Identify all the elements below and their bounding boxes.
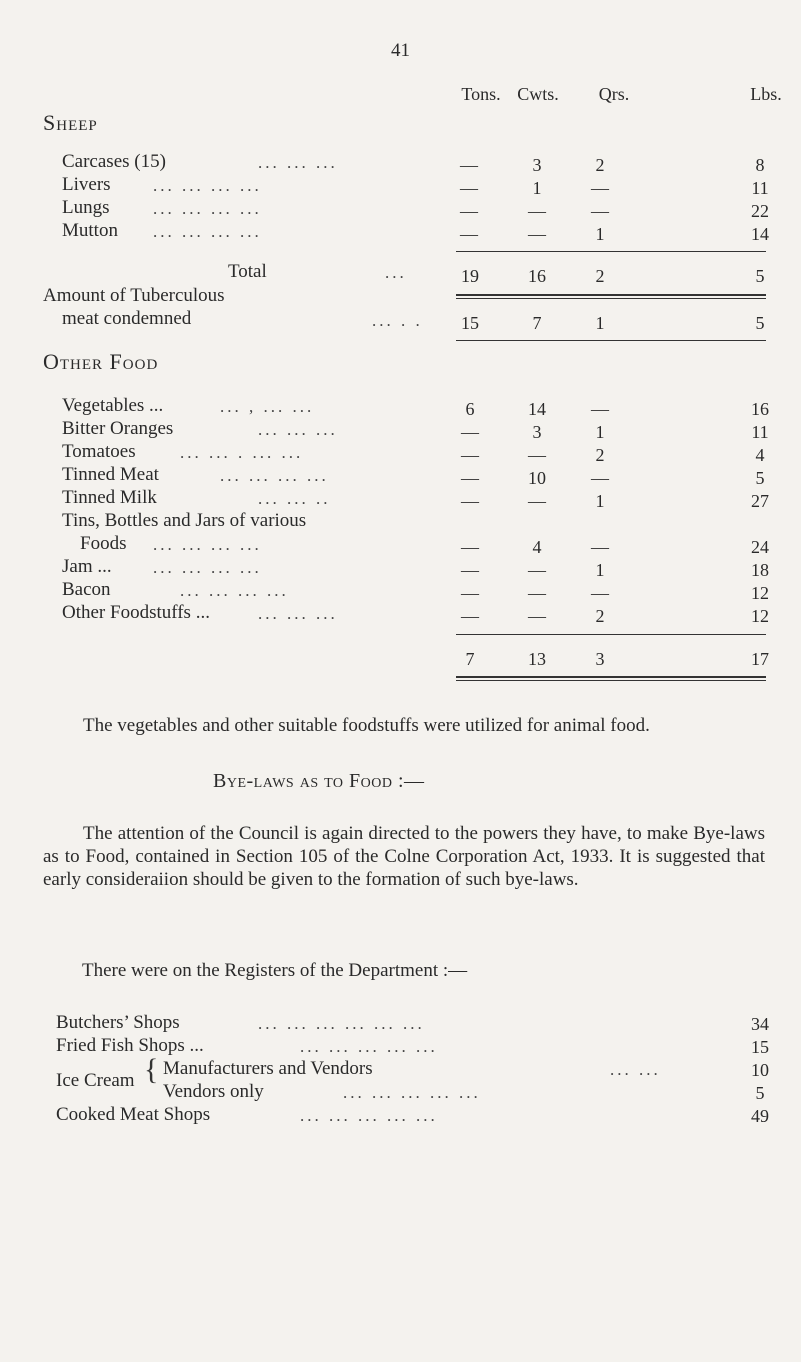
- cell-qrs: —: [591, 399, 609, 419]
- register-count-vendors: 5: [755, 1083, 765, 1103]
- register-count-butchers: 34: [751, 1014, 769, 1034]
- other-food-total-tons: 7: [465, 649, 475, 669]
- cell-lbs: 11: [751, 422, 769, 442]
- register-label-butchers: Butchers’ Shops: [56, 1012, 180, 1033]
- page-number: 41: [391, 40, 410, 61]
- row-label: Bitter Oranges: [62, 418, 174, 439]
- cell-lbs: 11: [751, 178, 769, 198]
- cell-lbs: 8: [755, 155, 765, 175]
- cell-qrs: —: [591, 583, 609, 603]
- total-label: Total: [228, 261, 267, 282]
- cell-tons: —: [460, 155, 478, 175]
- register-label-vendors: Vendors only: [163, 1081, 264, 1102]
- row-label: Tomatoes: [62, 441, 136, 462]
- leader-dots: ...: [385, 263, 407, 282]
- row-label: Lungs: [62, 197, 110, 218]
- cell-cwts: 1: [532, 178, 542, 198]
- cell-tons: —: [460, 224, 478, 244]
- leader-dots: ... ...: [610, 1060, 661, 1079]
- leader-dots: ... . .: [372, 311, 423, 330]
- cell-lbs: 16: [751, 399, 769, 419]
- total-tons: 19: [461, 266, 479, 286]
- row-label: Tins, Bottles and Jars of various: [62, 510, 307, 531]
- cell-tons: —: [460, 178, 478, 198]
- cell-tons: —: [461, 491, 479, 511]
- register-label-cooked-meat: Cooked Meat Shops: [56, 1104, 211, 1125]
- cell-lbs: 12: [751, 606, 769, 626]
- row-label: Tinned Milk: [62, 487, 157, 508]
- leader-dots: ... ... ... ...: [153, 535, 262, 554]
- column-header-lbs: Lbs.: [750, 84, 782, 104]
- cell-qrs: —: [591, 537, 609, 557]
- leader-dots: ... ... ...: [258, 153, 338, 172]
- byelaws-paragraph: The attention of the Council is again directed to the powers they have, to make Bye-laws as to Food, contained in Section 105 of the Colne Corporation Act, 1933. It is suggested that early consideraiion should be given to the formation of such bye-laws.: [43, 823, 765, 890]
- section-heading-other-food: Other Food: [43, 349, 159, 374]
- cell-qrs: —: [591, 201, 609, 221]
- cell-lbs: 27: [751, 491, 769, 511]
- subtotal-rule: [456, 340, 766, 341]
- double-rule: [456, 294, 766, 296]
- register-label-manufacturers: Manufacturers and Vendors: [163, 1058, 373, 1079]
- row-label: Jam ...: [62, 556, 112, 577]
- leader-dots: ... ... ... ... ... ...: [258, 1014, 425, 1033]
- leader-dots: ... ... ... ...: [153, 199, 262, 218]
- tuberculous-cwts: 7: [532, 313, 542, 333]
- cell-lbs: 24: [751, 537, 769, 557]
- leader-dots: ... ... ... ...: [153, 176, 262, 195]
- cell-tons: —: [461, 537, 479, 557]
- leader-dots: ... , ... ...: [220, 397, 315, 416]
- cell-cwts: 3: [532, 155, 542, 175]
- leader-dots: ... ... ... ... ...: [300, 1037, 438, 1056]
- cell-cwts: —: [528, 201, 546, 221]
- leader-dots: ... ... ... ... ...: [343, 1083, 481, 1102]
- tuberculous-tons: 15: [461, 313, 479, 333]
- section-heading-byelaws: Bye-laws as to Food :—: [213, 770, 425, 792]
- leader-dots: ... ... . ... ...: [180, 443, 304, 462]
- register-label-ice-cream: Ice Cream: [56, 1070, 135, 1091]
- row-label: Tinned Meat: [62, 464, 159, 485]
- row-label: Mutton: [62, 220, 118, 241]
- leader-dots: ... ... ...: [258, 604, 338, 623]
- cell-tons: —: [461, 468, 479, 488]
- tuberculous-label-line2: meat condemned: [62, 308, 192, 329]
- cell-cwts: —: [528, 445, 546, 465]
- subtotal-rule: [456, 634, 766, 635]
- cell-lbs: 4: [755, 445, 765, 465]
- cell-qrs: 1: [595, 422, 605, 442]
- section-heading-sheep: Sheep: [43, 110, 98, 135]
- cell-lbs: 12: [751, 583, 769, 603]
- cell-tons: —: [461, 583, 479, 603]
- leader-dots: ... ... ... ... ...: [300, 1106, 438, 1125]
- cell-lbs: 14: [751, 224, 769, 244]
- register-count-fried-fish: 15: [751, 1037, 769, 1057]
- total-qrs: 2: [595, 266, 605, 286]
- cell-cwts: 4: [532, 537, 542, 557]
- leader-dots: ... ... ...: [258, 420, 338, 439]
- other-food-total-lbs: 17: [751, 649, 769, 669]
- cell-tons: —: [461, 560, 479, 580]
- row-label: Carcases (15): [62, 151, 166, 172]
- tuberculous-label-line1: Amount of Tuberculous: [43, 285, 225, 306]
- cell-tons: —: [460, 201, 478, 221]
- other-food-total-cwts: 13: [528, 649, 546, 669]
- cell-qrs: 2: [595, 606, 605, 626]
- total-lbs: 5: [755, 266, 765, 286]
- register-label-fried-fish: Fried Fish Shops ...: [56, 1035, 204, 1056]
- column-header-tons: Tons.: [461, 84, 501, 104]
- cell-cwts: 14: [528, 399, 546, 419]
- register-count-cooked-meat: 49: [751, 1106, 769, 1126]
- tuberculous-lbs: 5: [755, 313, 765, 333]
- row-label: Vegetables ...: [62, 395, 164, 416]
- cell-lbs: 18: [751, 560, 769, 580]
- tuberculous-qrs: 1: [595, 313, 605, 333]
- cell-qrs: —: [591, 178, 609, 198]
- subtotal-rule: [456, 251, 766, 252]
- leader-dots: ... ... ... ...: [153, 558, 262, 577]
- leader-dots: ... ... ... ...: [180, 581, 289, 600]
- leader-dots: ... ... ..: [258, 489, 331, 508]
- cell-cwts: —: [528, 491, 546, 511]
- double-rule: [456, 676, 766, 678]
- cell-lbs: 5: [755, 468, 765, 488]
- cell-cwts: —: [528, 224, 546, 244]
- cell-qrs: 2: [595, 155, 605, 175]
- cell-lbs: 22: [751, 201, 769, 221]
- cell-qrs: 2: [595, 445, 605, 465]
- row-label: Livers: [62, 174, 111, 195]
- leader-dots: ... ... ... ...: [220, 466, 329, 485]
- register-count-manufacturers: 10: [751, 1060, 769, 1080]
- total-cwts: 16: [528, 266, 546, 286]
- cell-cwts: —: [528, 560, 546, 580]
- cell-qrs: —: [591, 468, 609, 488]
- row-label-continued: Foods: [80, 533, 127, 554]
- row-label: Other Foodstuffs ...: [62, 602, 210, 623]
- cell-tons: —: [461, 445, 479, 465]
- brace-icon: {: [144, 1053, 159, 1086]
- note-paragraph: The vegetables and other suitable foodstuffs were utilized for animal food.: [83, 715, 650, 736]
- cell-cwts: 3: [532, 422, 542, 442]
- cell-qrs: 1: [595, 491, 605, 511]
- cell-cwts: —: [528, 583, 546, 603]
- leader-dots: ... ... ... ...: [153, 222, 262, 241]
- cell-cwts: —: [528, 606, 546, 626]
- registers-intro: There were on the Registers of the Department :—: [82, 960, 468, 981]
- cell-cwts: 10: [528, 468, 546, 488]
- cell-tons: —: [461, 606, 479, 626]
- cell-tons: —: [461, 422, 479, 442]
- double-rule: [456, 680, 766, 681]
- double-rule: [456, 298, 766, 299]
- column-header-cwts: Cwts.: [517, 84, 559, 104]
- row-label: Bacon: [62, 579, 111, 600]
- other-food-total-qrs: 3: [595, 649, 605, 669]
- column-header-qrs: Qrs.: [598, 84, 630, 104]
- cell-qrs: 1: [595, 560, 605, 580]
- cell-qrs: 1: [595, 224, 605, 244]
- cell-tons: 6: [465, 399, 475, 419]
